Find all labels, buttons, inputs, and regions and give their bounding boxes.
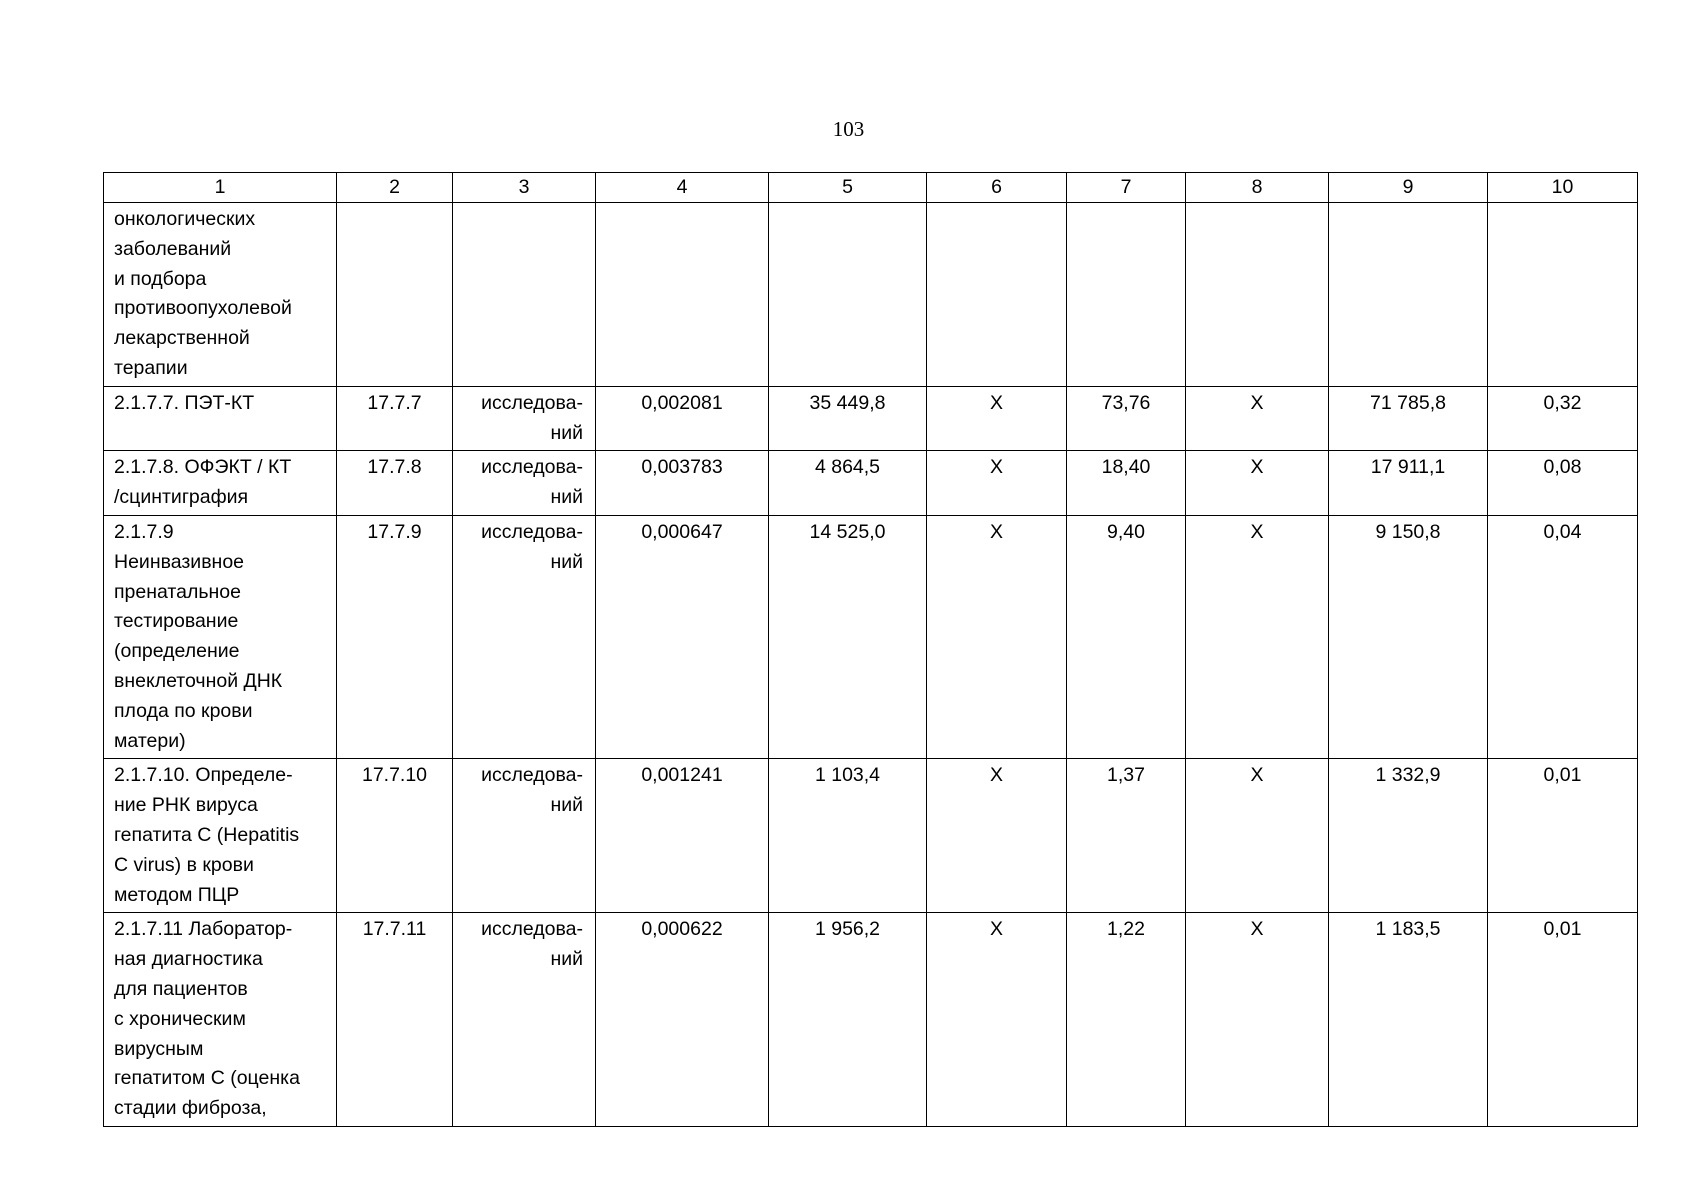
value-cell: 0,32 — [1488, 386, 1638, 451]
service-name-cell: 2.1.7.7. ПЭТ-КТ — [104, 386, 337, 451]
value-cell — [1488, 203, 1638, 387]
value-cell — [927, 203, 1067, 387]
service-name-cell: онкологических заболеваний и подбора противоопухолевой лекарственной терапии — [104, 203, 337, 387]
code-cell: 17.7.8 — [337, 451, 453, 516]
value-cell: Х — [1186, 386, 1329, 451]
value-cell: 0,08 — [1488, 451, 1638, 516]
value-cell: 1 332,9 — [1329, 759, 1488, 913]
value-cell: Х — [1186, 515, 1329, 758]
value-cell: 0,04 — [1488, 515, 1638, 758]
value-cell: 0,003783 — [596, 451, 769, 516]
column-header: 4 — [596, 173, 769, 203]
value-cell: 0,01 — [1488, 913, 1638, 1127]
column-number-header-row — [104, 173, 1638, 203]
value-cell: Х — [927, 451, 1067, 516]
value-cell: 1 183,5 — [1329, 913, 1488, 1127]
value-cell: Х — [927, 386, 1067, 451]
table-row — [104, 451, 1638, 516]
code-cell: 17.7.7 — [337, 386, 453, 451]
unit-cell: исследова- ний — [453, 386, 596, 451]
code-cell — [337, 203, 453, 387]
value-cell: 35 449,8 — [769, 386, 927, 451]
column-header: 1 — [104, 173, 337, 203]
value-cell: 1,22 — [1067, 913, 1186, 1127]
column-header: 3 — [453, 173, 596, 203]
unit-cell: исследова- ний — [453, 913, 596, 1127]
value-cell: Х — [927, 515, 1067, 758]
value-cell: Х — [1186, 451, 1329, 516]
table-row — [104, 759, 1638, 913]
service-name-cell: 2.1.7.8. ОФЭКТ / КТ /сцинтиграфия — [104, 451, 337, 516]
value-cell: Х — [927, 759, 1067, 913]
unit-cell: исследова- ний — [453, 515, 596, 758]
column-header: 8 — [1186, 173, 1329, 203]
code-cell: 17.7.10 — [337, 759, 453, 913]
column-header: 5 — [769, 173, 927, 203]
column-header: 2 — [337, 173, 453, 203]
column-header: 6 — [927, 173, 1067, 203]
code-cell: 17.7.11 — [337, 913, 453, 1127]
value-cell: 9 150,8 — [1329, 515, 1488, 758]
value-cell: 71 785,8 — [1329, 386, 1488, 451]
value-cell — [596, 203, 769, 387]
table-body — [104, 203, 1638, 1127]
table-row — [104, 386, 1638, 451]
page-number: 103 — [832, 117, 865, 141]
column-header: 7 — [1067, 173, 1186, 203]
value-cell: 1,37 — [1067, 759, 1186, 913]
value-cell: 18,40 — [1067, 451, 1186, 516]
service-name-cell: 2.1.7.9 Неинвазивное пренатальное тестирование (определение внеклеточной ДНК плода по крови матери) — [104, 515, 337, 758]
value-cell: 0,002081 — [596, 386, 769, 451]
value-cell — [769, 203, 927, 387]
service-name-cell: 2.1.7.11 Лаборатор- ная диагностика для пациентов с хроническим вирусным гепатитом С (оценка стадии фиброза, — [104, 913, 337, 1127]
value-cell: 9,40 — [1067, 515, 1186, 758]
value-cell — [1186, 203, 1329, 387]
value-cell: 0,000622 — [596, 913, 769, 1127]
value-cell: Х — [1186, 913, 1329, 1127]
table-row — [104, 913, 1638, 1127]
table-row — [104, 515, 1638, 758]
value-cell: Х — [927, 913, 1067, 1127]
service-name-cell: 2.1.7.10. Определе- ние РНК вируса гепатита С (Hepatitis C virus) в крови методом ПЦР — [104, 759, 337, 913]
value-cell: Х — [1186, 759, 1329, 913]
value-cell: 17 911,1 — [1329, 451, 1488, 516]
unit-cell: исследова- ний — [453, 451, 596, 516]
value-cell: 4 864,5 — [769, 451, 927, 516]
table-row — [104, 203, 1638, 387]
value-cell: 0,000647 — [596, 515, 769, 758]
value-cell — [1067, 203, 1186, 387]
unit-cell — [453, 203, 596, 387]
data-table — [103, 172, 1638, 1127]
value-cell: 0,01 — [1488, 759, 1638, 913]
value-cell: 1 103,4 — [769, 759, 927, 913]
code-cell: 17.7.9 — [337, 515, 453, 758]
value-cell: 73,76 — [1067, 386, 1186, 451]
value-cell: 0,001241 — [596, 759, 769, 913]
value-cell: 14 525,0 — [769, 515, 927, 758]
value-cell — [1329, 203, 1488, 387]
column-header: 9 — [1329, 173, 1488, 203]
column-header: 10 — [1488, 173, 1638, 203]
value-cell: 1 956,2 — [769, 913, 927, 1127]
unit-cell: исследова- ний — [453, 759, 596, 913]
